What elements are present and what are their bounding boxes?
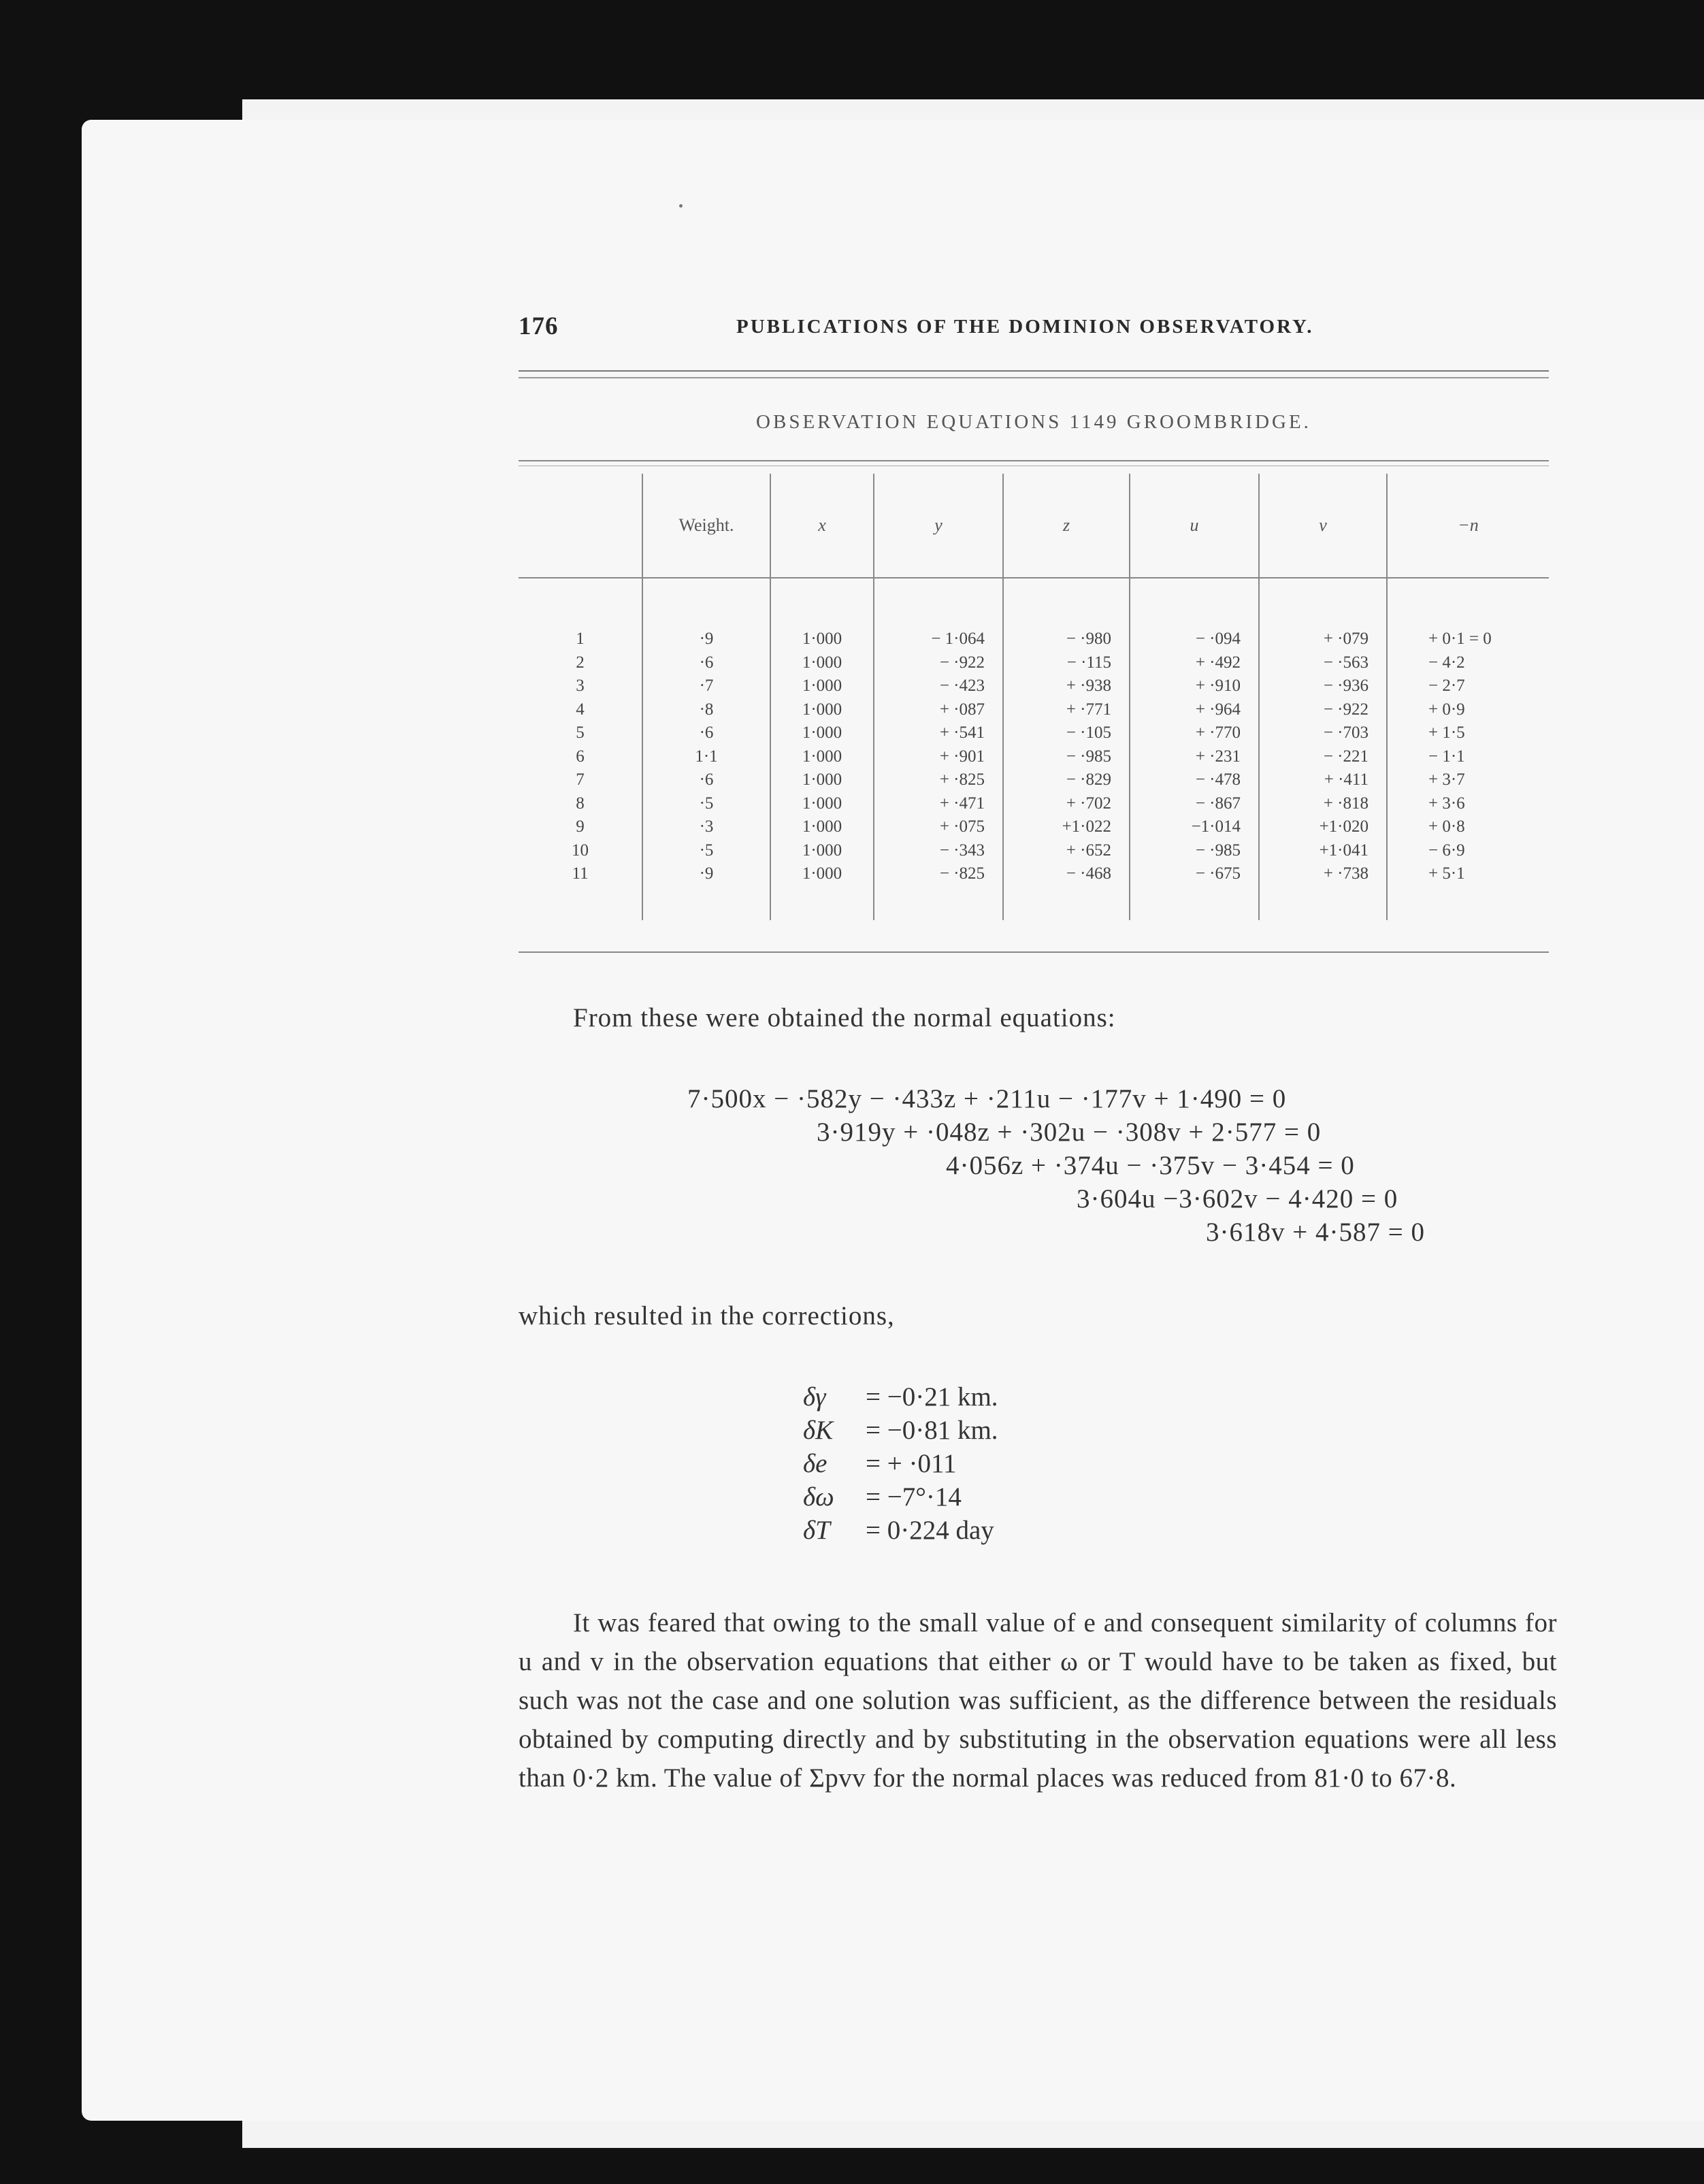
table-cell: 1·000 <box>770 768 874 792</box>
correction-value: = 0·224 day <box>866 1516 994 1545</box>
table-cell: − ·922 <box>874 651 1003 675</box>
table-cell: 1·000 <box>770 792 874 816</box>
table-cell: + 5·1 <box>1387 862 1549 886</box>
table-cell: − ·867 <box>1130 792 1259 816</box>
table-cell: 1·1 <box>642 745 770 769</box>
table-cell: 1 <box>576 630 585 648</box>
table-cell: −1·014 <box>1130 815 1259 839</box>
table-cell: + 0·1 = 0 <box>1387 628 1549 651</box>
table-cell: + 3·6 <box>1387 792 1549 816</box>
table-cell: − ·221 <box>1259 745 1387 769</box>
table-cell: − ·985 <box>1003 745 1130 769</box>
table-cell: ·7 <box>642 674 770 698</box>
table-cell: − 4·2 <box>1387 651 1549 675</box>
table-cell: +1·020 <box>1259 815 1387 839</box>
table-cell: 7 <box>576 770 585 789</box>
table-cell: + ·818 <box>1259 792 1387 816</box>
correction-symbol: δe <box>803 1449 828 1478</box>
correction-value: = −7°·14 <box>866 1482 962 1512</box>
column-header-u: u <box>1130 474 1259 578</box>
table-row <box>519 651 1549 675</box>
table-cell: + ·901 <box>874 745 1003 769</box>
header-rule <box>519 370 1549 378</box>
table-cell: − ·343 <box>874 839 1003 863</box>
table-top-rule <box>519 460 1549 466</box>
column-header-index <box>519 474 642 578</box>
table-cell: 1·000 <box>770 839 874 863</box>
table-row <box>519 745 1549 769</box>
table-cell: + ·492 <box>1130 651 1259 675</box>
correction-row <box>803 1380 998 1414</box>
table-cell: 8 <box>576 794 585 813</box>
table-row <box>519 768 1549 792</box>
table-row <box>519 862 1549 886</box>
table-cell: + 1·5 <box>1387 721 1549 745</box>
correction-value: = −0·21 km. <box>866 1382 998 1412</box>
table-cell: ·5 <box>642 839 770 863</box>
table-cell: − ·825 <box>874 862 1003 886</box>
table-cell: − ·094 <box>1130 628 1259 651</box>
table-cell: + ·738 <box>1259 862 1387 886</box>
table-title: OBSERVATION EQUATIONS 1149 GROOMBRIDGE. <box>756 411 1311 433</box>
table-cell: ·3 <box>642 815 770 839</box>
column-header-neg-n: −n <box>1387 474 1549 578</box>
correction-row <box>803 1447 998 1480</box>
table-cell: ·6 <box>642 768 770 792</box>
table-cell: 1·000 <box>770 674 874 698</box>
table-cell: − 6·9 <box>1387 839 1549 863</box>
table-cell: − ·703 <box>1259 721 1387 745</box>
table-cell: − ·468 <box>1003 862 1130 886</box>
table-cell: − 2·7 <box>1387 674 1549 698</box>
table-cell: +1·041 <box>1259 839 1387 863</box>
table-cell: 1·000 <box>770 628 874 651</box>
table-row <box>519 628 1549 651</box>
table-cell: 3 <box>576 677 585 695</box>
table-cell: + ·825 <box>874 768 1003 792</box>
running-head <box>519 312 1349 342</box>
table-cell: + ·702 <box>1003 792 1130 816</box>
normal-equation: 4·056z + ·374u − ·375v − 3·454 = 0 <box>946 1151 1355 1180</box>
table-cell: 1·000 <box>770 698 874 722</box>
correction-row <box>803 1514 998 1547</box>
table-cell: ·6 <box>642 651 770 675</box>
normal-equations-intro: From these were obtained the normal equations: <box>573 1003 1116 1032</box>
table-cell: + ·075 <box>874 815 1003 839</box>
table-row <box>519 815 1549 839</box>
column-header-weight: Weight. <box>642 474 770 578</box>
table-cell: − ·922 <box>1259 698 1387 722</box>
table-cell: − ·936 <box>1259 674 1387 698</box>
table-cell: − ·115 <box>1003 651 1130 675</box>
table-cell: − 1·064 <box>874 628 1003 651</box>
dust-speck <box>679 204 683 208</box>
table-cell: + ·541 <box>874 721 1003 745</box>
table-row <box>519 721 1549 745</box>
table-cell: + ·411 <box>1259 768 1387 792</box>
table-row <box>519 839 1549 863</box>
table-cell: 1·000 <box>770 651 874 675</box>
correction-row <box>803 1414 998 1447</box>
table-cell: ·5 <box>642 792 770 816</box>
table-cell: − 1·1 <box>1387 745 1549 769</box>
table-cell: − ·478 <box>1130 768 1259 792</box>
normal-equation: 3·618v + 4·587 = 0 <box>1206 1218 1425 1247</box>
table-cell: − ·423 <box>874 674 1003 698</box>
correction-symbol: δγ <box>803 1382 826 1412</box>
table-cell: + ·770 <box>1130 721 1259 745</box>
normal-equation: 3·919y + ·048z + ·302u − ·308v + 2·577 = 0 <box>817 1118 1322 1147</box>
table-cell: 2 <box>576 653 585 672</box>
table-cell: ·8 <box>642 698 770 722</box>
table-spacer-row <box>519 578 1549 628</box>
table-cell: + ·079 <box>1259 628 1387 651</box>
table-cell: + ·910 <box>1130 674 1259 698</box>
page-number: 176 <box>519 312 559 340</box>
table-cell: 11 <box>572 864 589 883</box>
table-cell: + ·938 <box>1003 674 1130 698</box>
table-row <box>519 792 1549 816</box>
table-cell: 6 <box>576 747 585 766</box>
normal-equation: 7·500x − ·582y − ·433z + ·211u − ·177v + 1·490 = 0 <box>687 1084 1287 1113</box>
closing-paragraph: It was feared that owing to the small value of e and consequent similarity of columns for u and v in the observation equations that either ω or T would have to be taken as fixed, but such was not the case and one solution was sufficient, as the difference between the residuals obtained by computing directly and by substituting in the observation equations were all less than 0·2 km. The value of Σpvv for the normal places was reduced from 81·0 to 67·8. <box>519 1608 1557 1793</box>
table-cell: + 3·7 <box>1387 768 1549 792</box>
table-cell: 1·000 <box>770 745 874 769</box>
table-cell: − ·675 <box>1130 862 1259 886</box>
table-row <box>519 698 1549 722</box>
table-cell: +1·022 <box>1003 815 1130 839</box>
table-cell: ·9 <box>642 628 770 651</box>
corrections-list <box>803 1380 998 1547</box>
table-cell: 1·000 <box>770 815 874 839</box>
table-cell: 10 <box>572 841 589 860</box>
running-title: PUBLICATIONS OF THE DOMINION OBSERVATORY. <box>736 316 1314 338</box>
table-cell: ·6 <box>642 721 770 745</box>
table-header-row <box>519 474 1549 578</box>
table-cell: + ·231 <box>1130 745 1259 769</box>
table-cell: + ·087 <box>874 698 1003 722</box>
table-cell: 1·000 <box>770 721 874 745</box>
table-cell: 5 <box>576 723 585 742</box>
table-cell: 1·000 <box>770 862 874 886</box>
correction-symbol: δω <box>803 1482 834 1512</box>
table-cell: + 0·8 <box>1387 815 1549 839</box>
table-cell: − ·105 <box>1003 721 1130 745</box>
column-header-x: x <box>770 474 874 578</box>
table-cell: + ·471 <box>874 792 1003 816</box>
table-cell: + ·964 <box>1130 698 1259 722</box>
table-cell: + ·771 <box>1003 698 1130 722</box>
corrections-intro: which resulted in the corrections, <box>519 1301 895 1331</box>
column-header-z: z <box>1003 474 1130 578</box>
table-row <box>519 674 1549 698</box>
table-cell: − ·985 <box>1130 839 1259 863</box>
column-header-v: v <box>1259 474 1387 578</box>
table-cell: + 0·9 <box>1387 698 1549 722</box>
table-cell: ·9 <box>642 862 770 886</box>
table-cell: − ·829 <box>1003 768 1130 792</box>
correction-symbol: δK <box>803 1416 834 1445</box>
correction-row <box>803 1480 998 1514</box>
correction-value: = −0·81 km. <box>866 1416 998 1445</box>
column-header-y: y <box>874 474 1003 578</box>
correction-symbol: δT <box>803 1516 830 1545</box>
table-spacer-row <box>519 886 1549 920</box>
table-cell: − ·980 <box>1003 628 1130 651</box>
table-cell: − ·563 <box>1259 651 1387 675</box>
table-cell: 4 <box>576 700 585 719</box>
observation-equations-table <box>519 474 1549 920</box>
normal-equation: 3·604u −3·602v − 4·420 = 0 <box>1077 1184 1398 1213</box>
table-cell: + ·652 <box>1003 839 1130 863</box>
table-cell: 9 <box>576 817 585 836</box>
table-bottom-rule <box>519 951 1549 953</box>
correction-value: = + ·011 <box>866 1449 957 1478</box>
